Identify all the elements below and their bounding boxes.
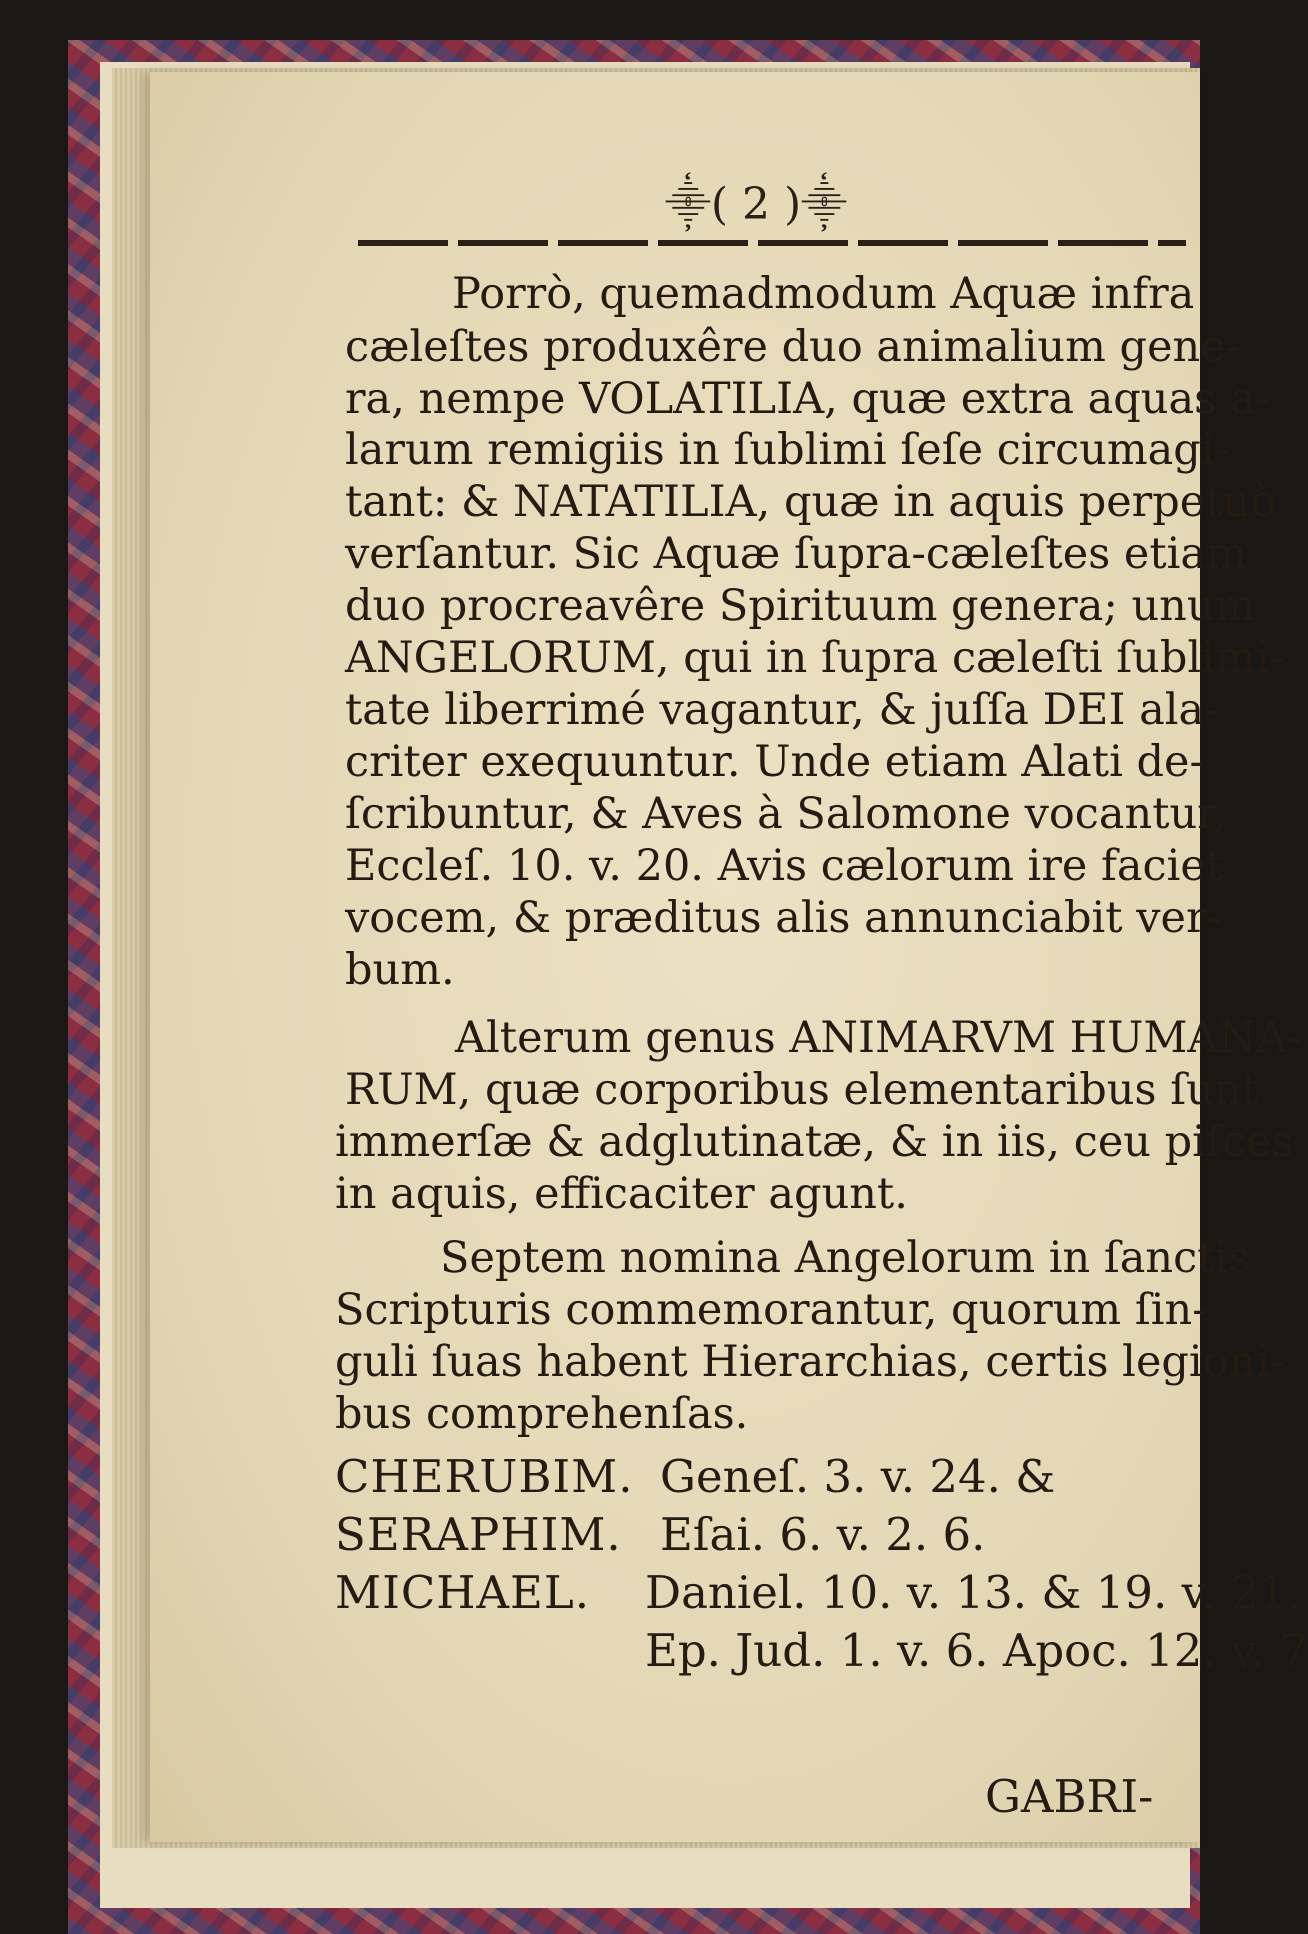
text-line: larum remigiis in ſublimi ſeſe circumagi- [345, 425, 1230, 475]
text-line: duo procreavêre Spirituum genera; unum [345, 581, 1256, 631]
scripture-reference: Geneſ. 3. v. 24. & [660, 1450, 1056, 1503]
angel-name: MICHAEL. [335, 1566, 591, 1619]
text-line: criter exequuntur. Unde etiam Alati de- [345, 737, 1205, 787]
page-header: ⸎( 2 )⸎ [665, 179, 847, 230]
angel-name: CHERUBIM. [335, 1450, 634, 1503]
text-line: in aquis, efficaciter agunt. [335, 1169, 908, 1219]
scripture-reference: Ep. Jud. 1. v. 6. Apoc. 12. v. 7 [645, 1624, 1308, 1677]
text-line: Alterum genus ANIMARVM HUMANA- [455, 1013, 1302, 1063]
text-line: tate liberrimé vagantur, & juſſa DEI ala- [345, 685, 1219, 735]
text-line: bus comprehenſas. [335, 1389, 749, 1439]
text-line: guli ſuas habent Hierarchias, certis legioni- [335, 1337, 1285, 1387]
text-line: RUM, quæ corporibus elementaribus ſunt [345, 1065, 1259, 1115]
text-line: immerſæ & adglutinatæ, & in iis, ceu piſces [335, 1117, 1294, 1167]
text-line: cæleſtes produxêre duo animalium gene- [345, 322, 1241, 372]
scripture-reference: Daniel. 10. v. 13. & 19. v. 21. [645, 1566, 1302, 1619]
scripture-reference: Eſai. 6. v. 2. 6. [660, 1508, 986, 1561]
text-line: Porrò, quemadmodum Aquæ infra [452, 269, 1195, 319]
text-line: ſcribuntur, & Aves à Salomone vocantur, [345, 789, 1227, 839]
text-line: ANGELORUM, qui in ſupra cæleſti ſublimi- [345, 633, 1284, 683]
angel-name: SERAPHIM. [335, 1508, 622, 1561]
text-line: vocem, & præditus alis annunciabit ver- [345, 893, 1222, 943]
text-line: Eccleſ. 10. v. 20. Avis cælorum ire faciet [345, 841, 1224, 891]
text-line: tant: & NATATILIA, quæ in aquis perpetuò [345, 477, 1277, 527]
text-line: verſantur. Sic Aquæ ſupra-cæleſtes etiam [345, 529, 1247, 579]
text-line: Septem nomina Angelorum in ſanctis [440, 1233, 1251, 1283]
header-rule [358, 240, 1186, 246]
text-line: bum. [345, 945, 455, 995]
catchword: GABRI- [985, 1770, 1154, 1823]
text-line: Scripturis commemorantur, quorum ſin- [335, 1285, 1207, 1335]
text-line: ra, nempe VOLATILIA, quæ extra aquas a- [345, 374, 1271, 424]
